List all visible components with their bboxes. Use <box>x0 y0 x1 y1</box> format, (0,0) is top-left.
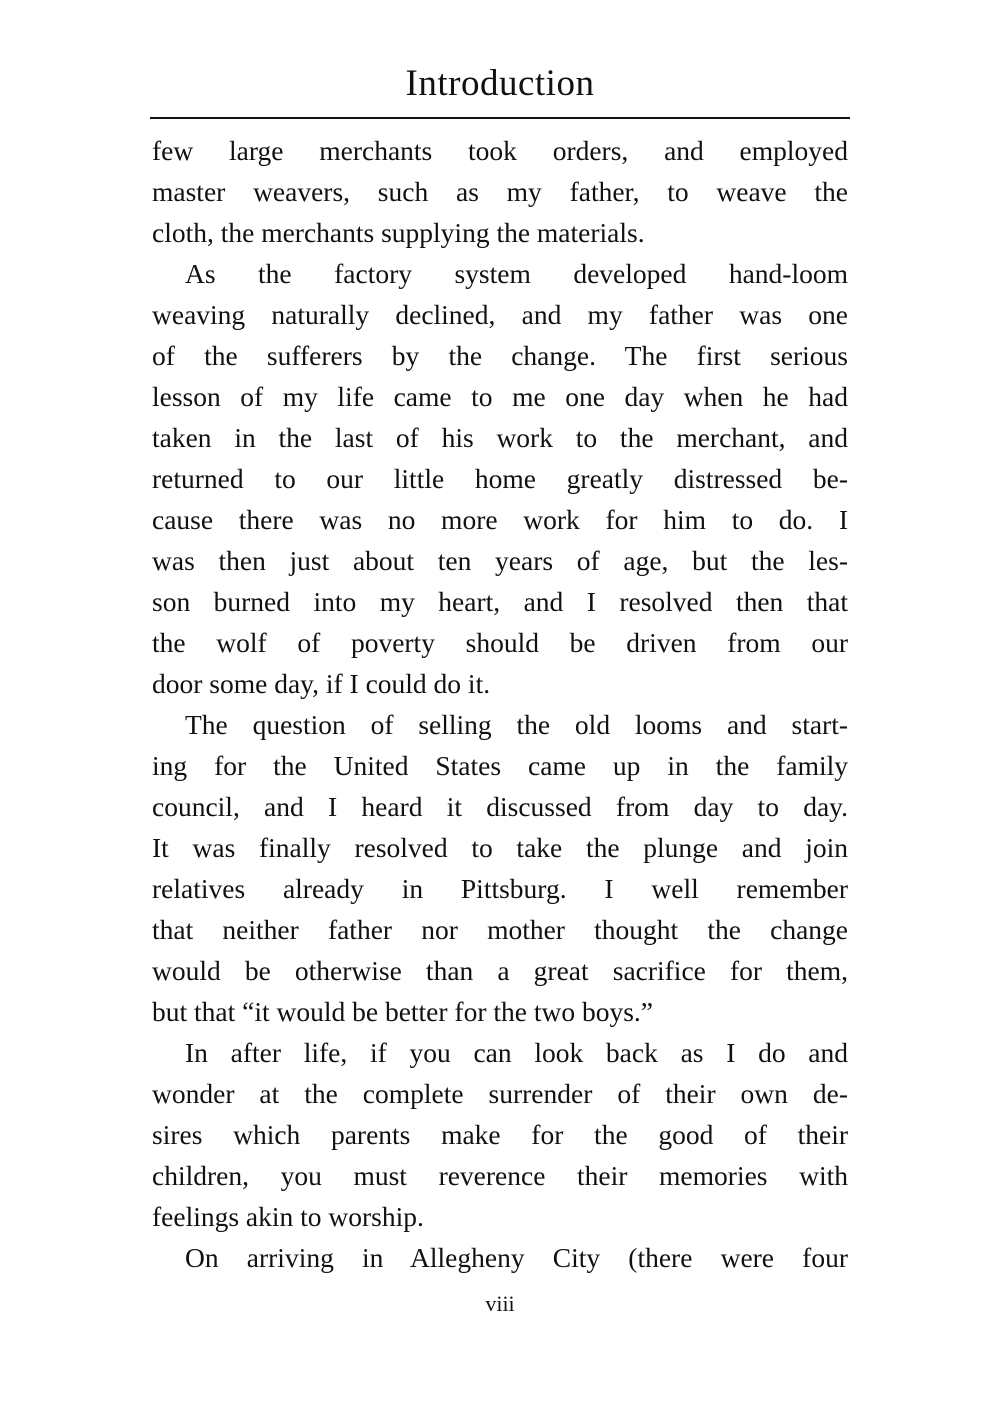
text-line: lesson of my life came to me one day when he had <box>152 381 848 412</box>
text-line: It was finally resolved to take the plunge and join <box>152 832 848 863</box>
page-title: Introduction <box>405 63 595 104</box>
text-line: In after life, if you can look back as I do and <box>185 1037 848 1068</box>
text-line: As the factory system developed hand-loom <box>185 258 848 289</box>
text-line: door some day, if I could do it. <box>152 668 491 699</box>
text-line: ing for the United States came up in the family <box>152 750 848 781</box>
text-line: sires which parents make for the good of their <box>152 1119 848 1150</box>
text-line: but that “it would be better for the two boys.” <box>152 996 653 1027</box>
text-line: was then just about ten years of age, but the les- <box>152 545 848 576</box>
text-line: few large merchants took orders, and employed <box>152 135 848 166</box>
text-line: relatives already in Pittsburg. I well remember <box>152 873 848 904</box>
text-line: cause there was no more work for him to do. I <box>152 504 848 535</box>
text-line: would be otherwise than a great sacrifice for them, <box>152 955 848 986</box>
header-rule <box>150 117 850 119</box>
text-line: feelings akin to worship. <box>152 1201 424 1232</box>
text-line: son burned into my heart, and I resolved then that <box>152 586 848 617</box>
text-line: The question of selling the old looms and start- <box>185 709 848 740</box>
text-line: of the sufferers by the change. The first serious <box>152 340 848 371</box>
text-line: taken in the last of his work to the merchant, and <box>152 422 848 453</box>
text-line: master weavers, such as my father, to weave the <box>152 176 848 207</box>
text-line: council, and I heard it discussed from day to day. <box>152 791 848 822</box>
text-line: On arriving in Allegheny City (there were four <box>185 1242 848 1273</box>
text-line: children, you must reverence their memories with <box>152 1160 848 1191</box>
text-line: returned to our little home greatly distressed be- <box>152 463 848 494</box>
text-line: that neither father nor mother thought the change <box>152 914 848 945</box>
text-line: weaving naturally declined, and my father was one <box>152 299 848 330</box>
text-line: the wolf of poverty should be driven from our <box>152 627 848 658</box>
text-line: wonder at the complete surrender of their own de- <box>152 1078 848 1109</box>
page-number: viii <box>485 1291 515 1316</box>
text-line: cloth, the merchants supplying the materials. <box>152 217 645 248</box>
